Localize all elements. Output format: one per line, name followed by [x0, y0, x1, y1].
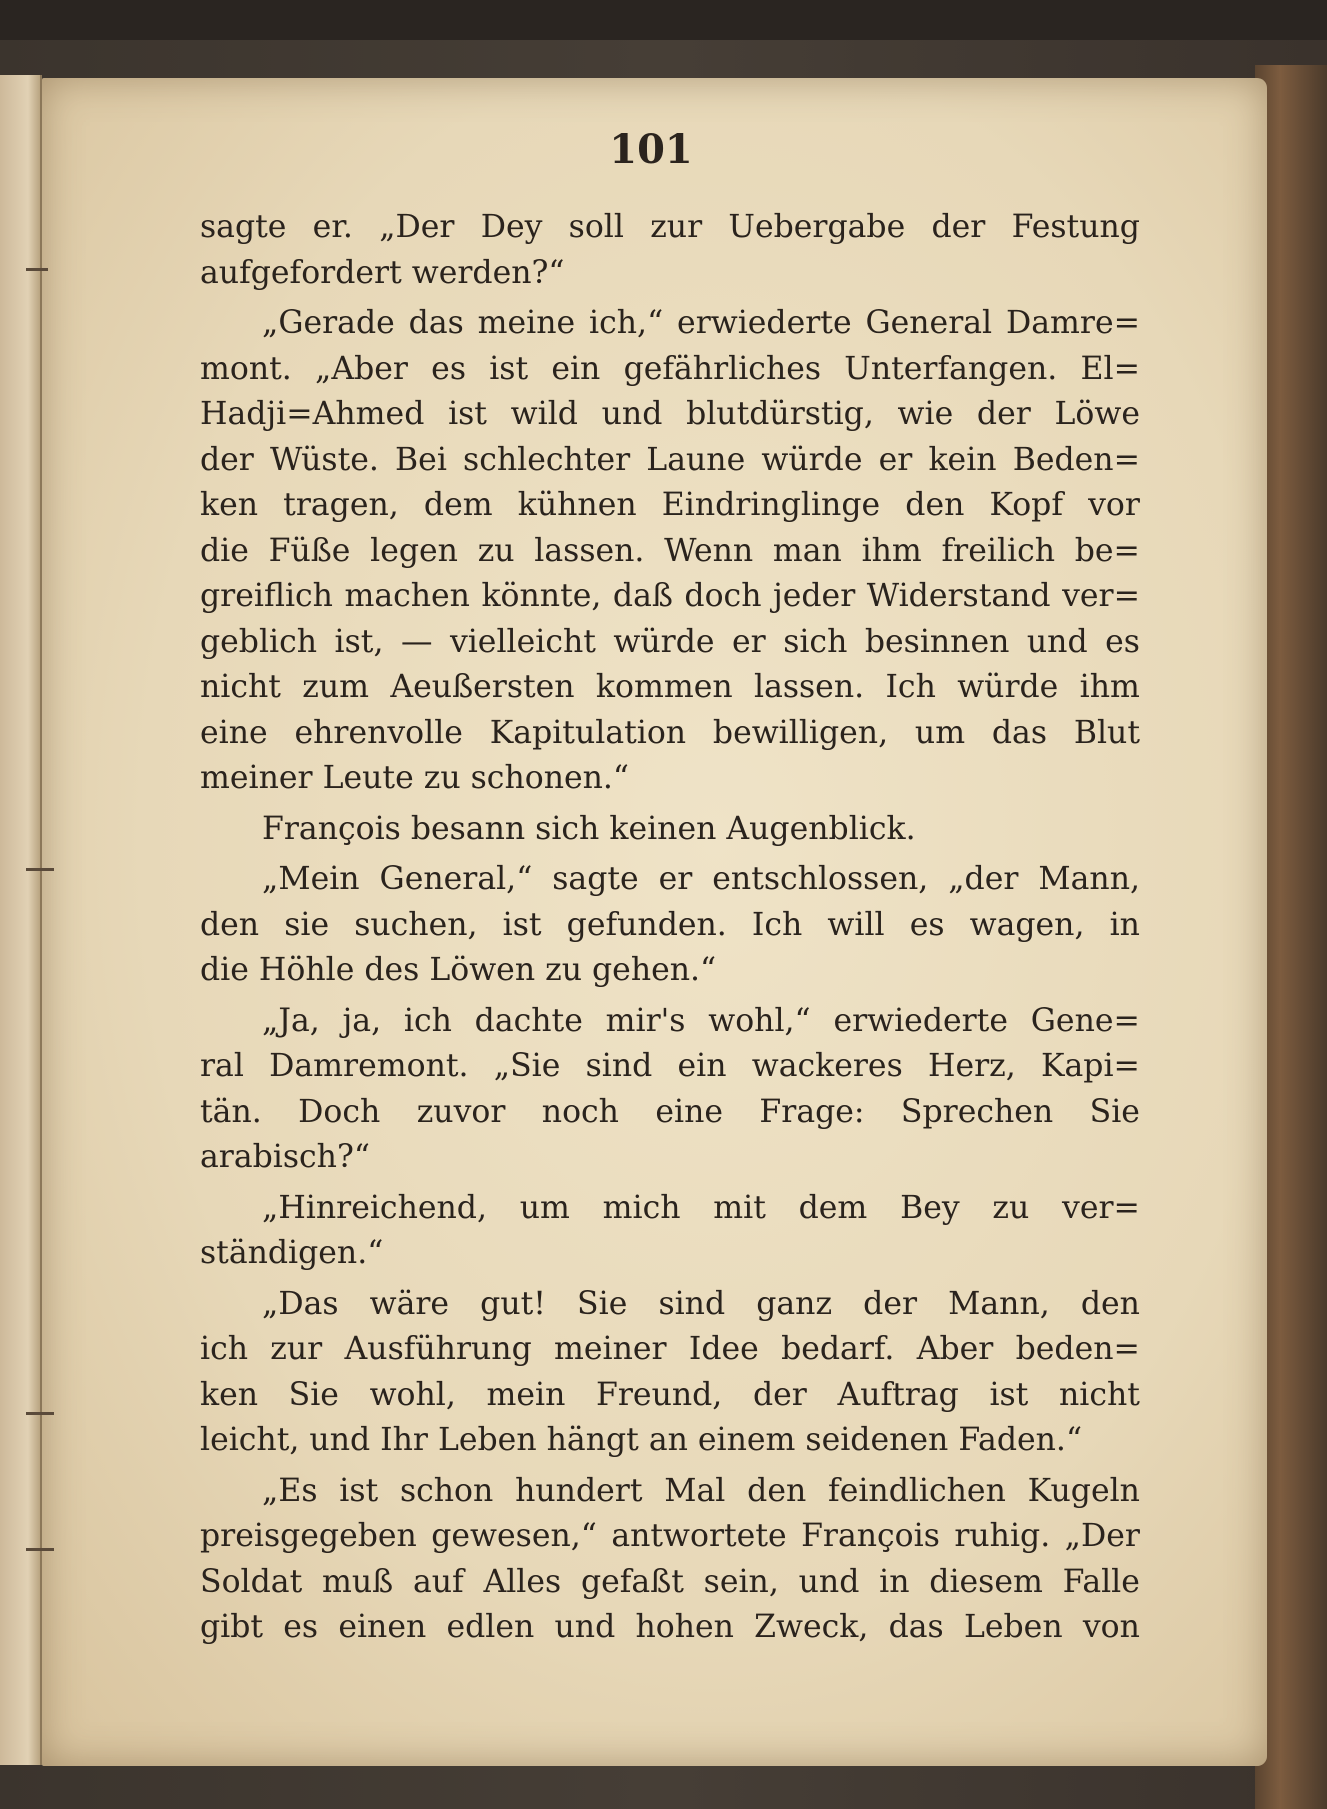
body-text: [200, 205, 1140, 1651]
text-line: François besann sich keinen Augenblick.: [262, 810, 916, 847]
text-line: meiner Leute zu schonen.“: [200, 760, 630, 796]
text-line: „Ja, ja, ich dachte mir's wohl,“ erwiederte Gene=: [262, 1002, 1140, 1039]
text-line: greiflich machen könnte, daß doch jeder Widerstand ver=: [200, 578, 1140, 614]
text-line: die Füße legen zu lassen. Wenn man ihm freilich be=: [200, 532, 1140, 569]
page-number: 101: [609, 126, 693, 173]
text-line: „Hinreichend, um mich mit dem Bey zu ver=: [262, 1189, 1140, 1226]
text-line: leicht, und Ihr Leben hängt an einem seidenen Faden.“: [200, 1422, 1083, 1458]
text-line: Hadji=Ahmed ist wild und blutdürstig, wie der Löwe: [200, 396, 1140, 432]
text-line: ken Sie wohl, mein Freund, der Auftrag ist nicht: [200, 1376, 1140, 1413]
margin-mark: [26, 1412, 54, 1415]
margin-mark: [26, 268, 48, 271]
text-line: ständigen.“: [200, 1235, 384, 1271]
text-line: die Höhle des Löwen zu gehen.“: [200, 952, 717, 988]
text-line: ken tragen, dem kühnen Eindringlinge den Kopf vor: [200, 487, 1140, 523]
text-line: Soldat muß auf Alles gefaßt sein, und in diesem Falle: [200, 1563, 1140, 1600]
text-line: der Wüste. Bei schlechter Laune würde er kein Beden=: [200, 441, 1140, 478]
text-line: ral Damremont. „Sie sind ein wackeres Herz, Kapi=: [200, 1048, 1140, 1084]
text-line: „Mein General,“ sagte er entschlossen, „der Mann,: [262, 861, 1140, 897]
text-line: „Es ist schon hundert Mal den feindlichen Kugeln: [262, 1472, 1140, 1509]
text-line: eine ehrenvolle Kapitulation bewilligen, um das Blut: [200, 714, 1140, 751]
margin-mark: [26, 868, 54, 871]
text-line: sagte er. „Der Dey soll zur Uebergabe der Festung: [200, 209, 1140, 245]
text-line: „Das wäre gut! Sie sind ganz der Mann, den: [262, 1285, 1140, 1322]
margin-mark: [26, 1548, 54, 1551]
text-line: den sie suchen, ist gefunden. Ich will es wagen, in: [200, 906, 1140, 943]
text-line: aufgefordert werden?“: [200, 254, 565, 291]
text-line: arabisch?“: [200, 1139, 370, 1175]
facing-page-edge: [0, 75, 42, 1765]
text-line: tän. Doch zuvor noch eine Frage: Sprechen Sie: [200, 1093, 1140, 1130]
text-line: geblich ist, — vielleicht würde er sich besinnen und es: [200, 623, 1140, 660]
text-line: „Gerade das meine ich,“ erwiederte General Damre=: [262, 305, 1140, 341]
text-line: ich zur Ausführung meiner Idee bedarf. Aber beden=: [200, 1331, 1140, 1367]
text-line: mont. „Aber es ist ein gefährliches Unterfangen. El=: [200, 350, 1140, 387]
text-line: nicht zum Aeußersten kommen lassen. Ich würde ihm: [200, 669, 1140, 705]
text-line: gibt es einen edlen und hohen Zweck, das Leben von: [200, 1609, 1140, 1645]
text-line: preisgegeben gewesen,“ antwortete François ruhig. „Der: [200, 1518, 1140, 1554]
